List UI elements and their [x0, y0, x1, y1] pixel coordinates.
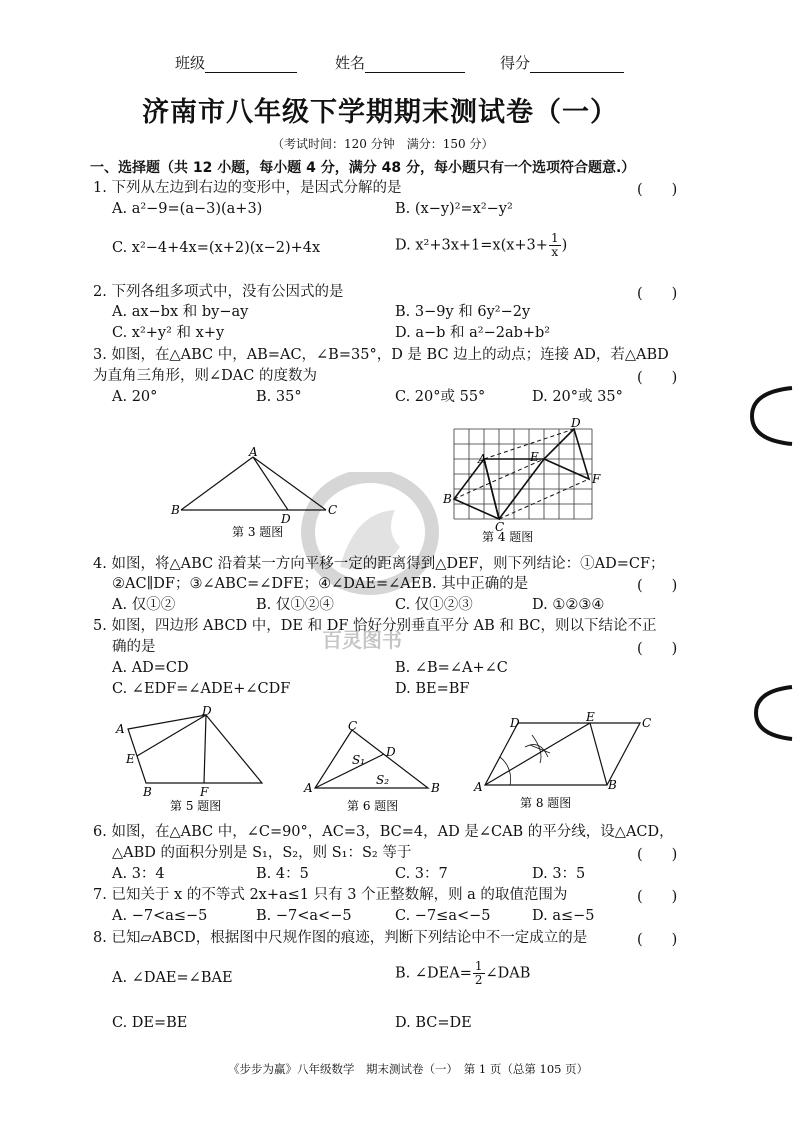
score-field[interactable] [500, 52, 624, 73]
fig3-label-c: C [328, 503, 338, 517]
figure-5 [110, 703, 280, 813]
binder-ring-icon [748, 683, 794, 745]
fig4-label-f: F [592, 472, 601, 486]
figure-6 [300, 718, 450, 814]
figure-3 [168, 445, 353, 540]
name-label: 姓名 [335, 54, 366, 72]
q8-stem: 8. 已知▱ABCD，根据图中尺规作图的痕迹，判断下列结论中不一定成立的是 [93, 930, 588, 946]
name-field[interactable] [335, 52, 465, 73]
name-blank[interactable] [365, 56, 465, 73]
q6-answer-blank[interactable]: ( ) [637, 847, 678, 863]
q5-option-a[interactable]: A. AD=CD [112, 660, 189, 676]
q6-option-c[interactable]: C. 3：7 [395, 866, 448, 882]
q5-stem-line2: 确的是 [112, 639, 156, 655]
q3-option-a[interactable]: A. 20° [112, 389, 158, 405]
fig3-label-a: A [249, 445, 258, 459]
q4-stem-line1: 4. 如图，将△ABC 沿着某一方向平移一定的距离得到△DEF，则下列结论：①AD=CF； [93, 556, 665, 572]
fig4-label-e: E [530, 450, 539, 464]
q7-option-c[interactable]: C. −7≤a<−5 [395, 908, 491, 924]
binder-ring-icon [744, 382, 794, 452]
q3-option-b[interactable]: B. 35° [256, 389, 302, 405]
q5-option-c[interactable]: C. ∠EDF=∠ADE+∠CDF [112, 681, 291, 697]
fig4-label-d: D [571, 416, 581, 430]
page-title: 济南市八年级下学期期末测试卷（一） [142, 97, 618, 128]
fig6-label-a: A [304, 781, 313, 795]
q7-answer-blank[interactable]: ( ) [637, 889, 678, 905]
fig5-caption: 第 5 题图 [170, 799, 222, 813]
class-field[interactable] [175, 52, 297, 73]
q4-option-a[interactable]: A. 仅①② [112, 597, 176, 613]
fig5-label-d: D [202, 704, 212, 718]
fig3-line-ac [253, 457, 326, 510]
fig6-label-b: B [431, 781, 440, 795]
q1-option-a[interactable]: A. a²−9=(a−3)(a+3) [112, 201, 263, 217]
q1-option-d-text: D. x²+3x+1=x(x+3+ [395, 237, 548, 254]
fig3-caption: 第 3 题图 [232, 525, 284, 539]
q8-answer-blank[interactable]: ( ) [637, 932, 678, 948]
fig5-label-a: A [116, 722, 125, 736]
q5-stem-line1: 5. 如图，四边形 ABCD 中，DE 和 DF 恰好分别垂直平分 AB 和 BC，则以下结论不正 [93, 618, 657, 634]
q6-stem-line1: 6. 如图，在△ABC 中，∠C=90°，AC=3，BC=4，AD 是∠CAB 的平分线，设△ACD， [93, 824, 674, 840]
fig5-label-b: B [143, 785, 152, 799]
q6-option-d[interactable]: D. 3：5 [532, 866, 586, 882]
exam-info: （考试时间：120 分钟 满分：150 分） [272, 137, 494, 151]
q1-option-b[interactable]: B. (x−y)²=x²−y² [395, 201, 513, 217]
q2-answer-blank[interactable]: ( ) [637, 286, 678, 302]
q8-option-d[interactable]: D. BC=DE [395, 1015, 472, 1031]
fig4-caption: 第 4 题图 [482, 530, 534, 544]
fig8-label-c: C [642, 716, 652, 730]
fig6-label-c: C [348, 719, 358, 733]
q5-answer-blank[interactable]: ( ) [637, 641, 678, 657]
score-label: 得分 [500, 54, 531, 72]
fraction [549, 232, 561, 259]
q4-option-d[interactable]: D. ①②③④ [532, 597, 605, 613]
watermark-text: 百灵图书 [322, 628, 402, 652]
fig8-caption: 第 8 题图 [520, 796, 572, 810]
class-blank[interactable] [205, 56, 297, 73]
fraction-numerator: 1 [474, 959, 483, 973]
fig5-label-e: E [126, 752, 135, 766]
q8-option-b-text: B. ∠DEA= [395, 965, 472, 982]
q8-option-a[interactable]: A. ∠DAE=∠BAE [112, 970, 233, 986]
q7-option-d[interactable]: D. a≤−5 [532, 908, 595, 924]
q4-option-c[interactable]: C. 仅①②③ [395, 597, 473, 613]
q4-answer-blank[interactable]: ( ) [637, 578, 678, 594]
q1-option-d[interactable] [395, 232, 567, 259]
fig4-label-b: B [443, 492, 452, 506]
q4-stem-line2: ②AC∥DF；③∠ABC=∠DFE；④∠DAE=∠AEB. 其中正确的是 [112, 576, 529, 592]
q3-stem-line1: 3. 如图，在△ABC 中，AB=AC，∠B=35°，D 是 BC 边上的动点；连接 AD，若△ABD [93, 347, 669, 363]
q1-stem: 1. 下列从左边到右边的变形中，是因式分解的是 [93, 180, 402, 196]
class-label: 班级 [175, 54, 206, 72]
q2-option-d[interactable]: D. a−b 和 a²−2ab+b² [395, 325, 551, 341]
fig6-label-s1: S₁ [352, 753, 366, 767]
q8-option-c[interactable]: C. DE=BE [112, 1015, 188, 1031]
q6-option-a[interactable]: A. 3：4 [112, 866, 165, 882]
q2-stem: 2. 下列各组多项式中，没有公因式的是 [93, 284, 344, 300]
fraction-denominator: x [551, 245, 559, 259]
figure-8 [470, 705, 660, 815]
section-heading: 一、选择题（共 12 小题，每小题 4 分，满分 48 分，每小题只有一个选项符合题意.） [90, 160, 636, 176]
q8-option-b-angle: ∠DAB [485, 965, 531, 982]
q5-option-d[interactable]: D. BE=BF [395, 681, 470, 697]
fig5-label-f: F [200, 785, 209, 799]
score-blank[interactable] [530, 56, 624, 73]
fig6-label-d: D [386, 745, 396, 759]
fig3-line-ab [181, 457, 253, 510]
q1-option-d-close: ) [561, 237, 568, 254]
q6-option-b[interactable]: B. 4：5 [256, 866, 309, 882]
q7-option-a[interactable]: A. −7<a≤−5 [112, 908, 208, 924]
q7-option-b[interactable]: B. −7<a<−5 [256, 908, 352, 924]
q8-option-b[interactable] [395, 960, 530, 987]
fraction-numerator: 1 [550, 231, 559, 245]
q2-option-b[interactable]: B. 3−9y 和 6y²−2y [395, 304, 531, 320]
fig8-label-d: D [510, 716, 520, 730]
fig8-label-a: A [474, 780, 483, 794]
figure-4 [440, 415, 610, 545]
page-footer: 《步步为赢》八年级数学 期末测试卷（一） 第 1 页（总第 105 页） [228, 1062, 589, 1076]
fig6-label-s2: S₂ [376, 773, 390, 787]
q3-option-c[interactable]: C. 20°或 55° [395, 389, 486, 405]
fig8-parallelogram-abcd [485, 723, 640, 785]
fig8-label-b: B [608, 778, 617, 792]
fig3-line-ad [253, 457, 288, 510]
q7-stem: 7. 已知关于 x 的不等式 2x+a≤1 只有 3 个正整数解，则 a 的取值范围为 [93, 887, 568, 903]
q3-answer-blank[interactable]: ( ) [637, 370, 678, 386]
q5-option-b[interactable]: B. ∠B=∠A+∠C [395, 660, 508, 676]
q2-option-c[interactable]: C. x²+y² 和 x+y [112, 325, 225, 341]
q6-stem-line2: △ABD 的面积分别是 S₁，S₂，则 S₁：S₂ 等于 [112, 845, 412, 861]
fig4-label-c: C [495, 520, 505, 534]
q1-answer-blank[interactable]: ( ) [637, 182, 678, 198]
q1-option-c[interactable]: C. x²−4+4x=(x+2)(x−2)+4x [112, 240, 321, 256]
fig6-caption: 第 6 题图 [347, 799, 399, 813]
fraction [473, 960, 485, 987]
fig3-label-d: D [281, 512, 291, 526]
q3-stem-line2: 为直角三角形，则∠DAC 的度数为 [93, 368, 317, 384]
fig3-label-b: B [171, 503, 180, 517]
q4-option-b[interactable]: B. 仅①②④ [256, 597, 334, 613]
q3-option-d[interactable]: D. 20°或 35° [532, 389, 623, 405]
fig4-label-a: A [478, 452, 487, 466]
fig8-label-e: E [586, 710, 595, 724]
q2-option-a[interactable]: A. ax−bx 和 by−ay [112, 304, 249, 320]
fraction-denominator: 2 [474, 973, 483, 987]
